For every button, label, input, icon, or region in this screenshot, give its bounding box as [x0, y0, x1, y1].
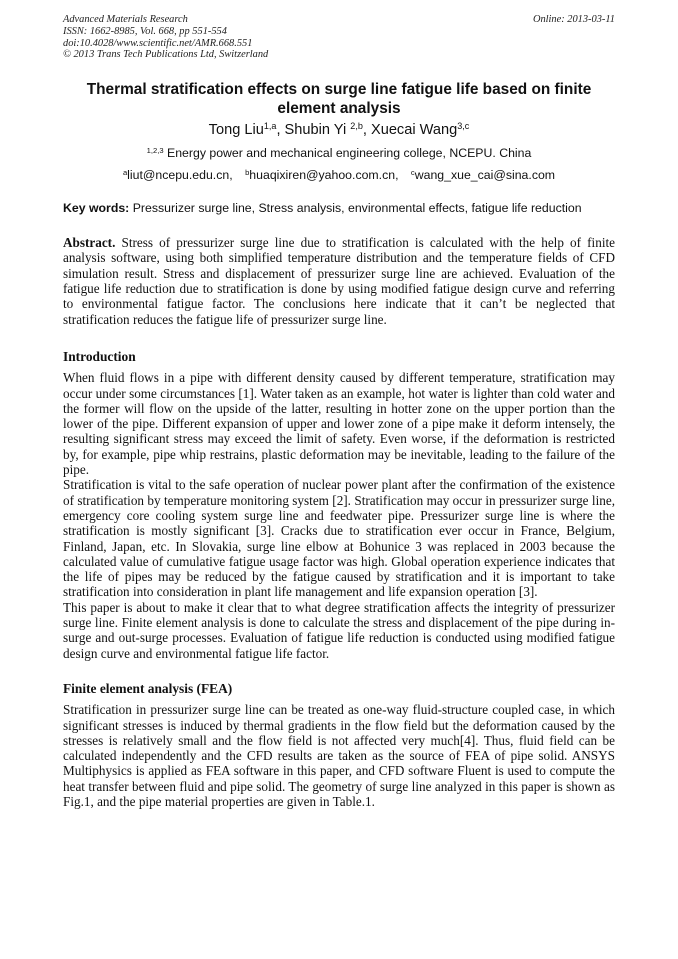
keywords-text: Pressurizer surge line, Stress analysis, environmental effects, fatigue life reduction: [132, 201, 582, 216]
body-paragraph: Stratification in pressurizer surge line can be treated as one-way fluid-structure coupled case, in which significant stresses is induced by thermal gradients in the flow field but the deformation caused by the stresses is relatively small and the flow field is not affected very much[4]. Thus, fluid field can be calculated independently and the CFD results are taken as the source of FEA of pipe solid. ANSYS Multiphysics is applied as FEA software in this paper, and CFD software Fluent is used to compute the heat transfer between fluid and pipe solid. The geometry of surge line analyzed in this paper is shown as Fig.1, and the pipe material properties are given in Table.1.: [63, 702, 615, 809]
abstract-text: Stress of pressurizer surge line due to stratification is calculated with the help of finite analysis software, using both simplified temperature distribution and the temperature fields of CFD simulation result. Stress and displacement of pressurizer surge line are achieved. Evaluation of the fatigue life reduction due to stratification is done by using modified fatigue design curve and referring to environmental fatigue factor. The conclusions here indicate that it can’t be neglected that stratification reduces the fatigue life of pressurizer surge line.: [63, 235, 615, 327]
author-list: Tong Liu$^{1,a}$, Shubin Yi $^{2,b}$, Xuecai Wang$^{3,c}$: [208, 121, 470, 139]
abstract-label: Abstract.: [63, 235, 116, 251]
journal-name: Advanced Materials Research: [63, 14, 188, 25]
doi-line: doi:10.4028/www.scientific.net/AMR.668.551: [63, 37, 253, 49]
paper-title: Thermal stratification effects on surge line fatigue life based on finite element analysis: [86, 81, 592, 118]
author-superscript: 2,b: [350, 121, 363, 132]
affiliation: [63, 146, 615, 161]
issn-line: ISSN: 1662-8985, Vol. 668, pp 551-554: [63, 25, 227, 37]
affiliation-superscript: 1,2,3: [146, 146, 164, 155]
email-address[interactable]: wang_xue_cai@sina.com: [414, 168, 556, 183]
email-address[interactable]: huaqixiren@yahoo.com.cn,: [249, 168, 399, 183]
body-paragraph: This paper is about to make it clear that to what degree stratification affects the integrity of pressurizer surge line. Finite element analysis is done to calculate the stress and displacement of the pipe during in-surge and out-surge processes. Evaluation of fatigue life reduction is conducted using modified fatigue design curve and environmental fatigue life factor.: [63, 599, 615, 661]
section-heading-fea: Finite element analysis (FEA): [63, 680, 233, 696]
keywords: [63, 201, 615, 216]
journal-header: [63, 14, 615, 61]
email-superscript: c: [410, 168, 415, 177]
email-list: [63, 168, 615, 183]
email-superscript: b: [245, 168, 250, 177]
author-name: Xuecai Wang: [370, 122, 458, 139]
copyright-line: © 2013 Trans Tech Publications Ltd, Switzerland: [63, 49, 269, 61]
email-superscript: a: [122, 168, 128, 177]
author-name: Tong Liu: [208, 122, 264, 139]
section-heading-introduction: Introduction: [63, 348, 136, 364]
body-paragraph: When fluid flows in a pipe with different density caused by different temperature, stratification may occur under some circumstances [1]. Water taken as an example, hot water is lighter than cold water and the former will flow on the upside of the latter, resulting in hotter zone on the upper portion than the lower of the pipe. Different expansion of upper and lower zone of a pipe make it deform intensely, the resulting significant stress may exceed the limit of safety. Even worse, if the deformation is restricted by, for example, pipe whip restrains, plastic deformation may be inevitable, leading to the failure of the pipe.: [63, 370, 615, 478]
author-superscript: 1,a: [263, 121, 277, 132]
affiliation-text: Energy power and mechanical engineering college, NCEPU. China: [167, 146, 532, 161]
author-superscript: 3,c: [457, 121, 470, 132]
email-address[interactable]: liut@ncepu.edu.cn,: [127, 168, 233, 183]
abstract: [63, 235, 615, 327]
online-date: Online: 2013-03-11: [532, 14, 615, 25]
keywords-label: Key words:: [63, 201, 130, 216]
author-name: Shubin Yi: [284, 122, 347, 139]
body-paragraph: Stratification is vital to the safe operation of nuclear power plant after the confirmation of the existence of stratification by temperature monitoring system [2]. Stratification may occur in pressurizer surge line, emergency core cooling system surge line and feedwater pipe. Pressurizer surge line is where the stratification is mostly significant [3]. Cracks due to stratification ever occur in France, Belgium, Finland, Japan, etc. In Slovakia, surge line elbow at Bohunice 3 was replaced in 2003 because the calculated value of cumulative fatigue usage factor was high. Global operation experience indicates that the life of pipes may be reduced by the fatigue caused by stratification and it is important to take stratification into consideration in plant life management and life expansion operation [3].: [63, 477, 615, 600]
